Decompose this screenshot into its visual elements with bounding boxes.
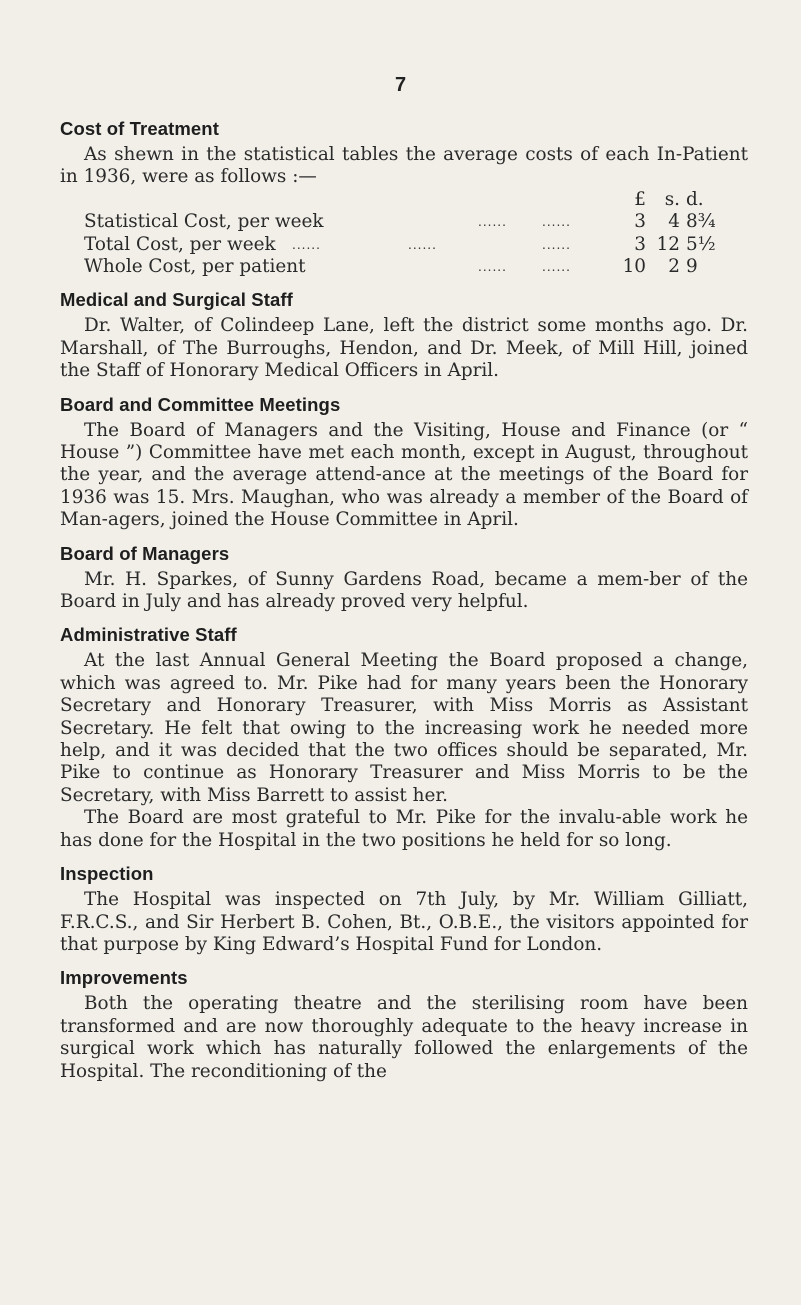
section-paragraph: Mr. H. Sparkes, of Sunny Gardens Road, became a mem-ber of the Board in July and has already proved very helpful. <box>60 568 748 613</box>
dot-leader: ...... <box>542 259 571 274</box>
section-heading: Administrative Staff <box>60 624 237 646</box>
section-board-of-managers <box>60 543 748 614</box>
section-inspection <box>60 863 748 956</box>
section-paragraph: At the last Annual General Meeting the Board proposed a change, which was agreed to. Mr. Pike had for many years been the Honorary Secretary and Honorary Treasurer, with Miss Morris as Assistant Secretary. He felt that owing to the increasing work he needed more help, and it was decided that the two offices should be separated, Mr. Pike to continue as Honorary Treasurer and Miss Morris to be the Secretary, with Miss Barrett to assist her. <box>60 650 748 806</box>
section-heading: Board of Managers <box>60 542 230 564</box>
cost-shillings: 4 <box>668 211 680 233</box>
cost-pounds: 10 <box>622 255 646 277</box>
section-paragraph: The Board are most grateful to Mr. Pike for the invalu-able work he has done for the Hospital in the two positions he held for so long. <box>60 807 748 851</box>
dot-leader: ...... <box>292 237 321 252</box>
cost-pence: 9 <box>686 255 698 277</box>
section-medical-surgical-staff <box>60 289 748 382</box>
section-paragraph: Dr. Walter, of Colindeep Lane, left the district some months ago. Dr. Marshall, of The Burroughs, Hendon, and Dr. Meek, of Mill Hill, joined the Staff of Honorary Medical Officers in April. <box>60 315 748 382</box>
dot-leader: ...... <box>408 237 437 252</box>
cost-table-row <box>60 211 748 233</box>
cost-label: Total Cost, per week <box>84 233 276 255</box>
section-improvements <box>60 967 748 1083</box>
page-number: 7 <box>394 74 407 96</box>
dot-leader: ...... <box>478 215 507 230</box>
cost-label: Statistical Cost, per week <box>84 211 324 233</box>
section-paragraph: As shewn in the statistical tables the average costs of each In-Patient in 1936, were as follows :— <box>60 144 748 188</box>
pounds-column-header: £ <box>634 188 646 210</box>
cost-pence: 5½ <box>686 233 716 255</box>
section-heading: Board and Committee Meetings <box>60 393 341 415</box>
cost-pence: 8¾ <box>686 211 716 233</box>
section-heading: Improvements <box>60 967 188 989</box>
cost-table <box>60 189 748 279</box>
shillings-column-header: s. <box>664 188 680 210</box>
section-heading: Medical and Surgical Staff <box>60 289 293 311</box>
cost-pounds: 3 <box>634 211 646 233</box>
section-paragraph: The Board of Managers and the Visiting, House and Finance (or “ House ”) Committee have met each month, except in August, throughout the year, and the average attend-ance at the meetings of the Board for 1936 was 15. Mrs. Maughan, who was already a member of the Board of Man-agers, joined the House Committee in April. <box>60 419 748 531</box>
section-board-committee-meetings <box>60 394 748 532</box>
document-body <box>60 118 748 1094</box>
dot-leader: ...... <box>542 237 571 252</box>
cost-shillings: 2 <box>668 255 680 277</box>
cost-table-row <box>60 234 748 256</box>
section-heading: Cost of Treatment <box>60 118 219 139</box>
section-paragraph: Both the operating theatre and the sterilising room have been transformed and are now thoroughly adequate to the heavy increase in surgical work which has naturally followed the enlargements of the Hospital. The reconditioning of the <box>60 993 748 1082</box>
cost-table-header <box>60 189 748 211</box>
section-heading: Inspection <box>60 863 154 885</box>
cost-shillings: 12 <box>656 233 680 255</box>
section-administrative-staff <box>60 624 748 852</box>
dot-leader: ...... <box>478 259 507 274</box>
dot-leader: ...... <box>542 215 571 230</box>
cost-table-row <box>60 256 748 278</box>
cost-pounds: 3 <box>634 233 646 255</box>
cost-label: Whole Cost, per patient <box>84 255 306 277</box>
section-paragraph: The Hospital was inspected on 7th July, by Mr. William Gilliatt, F.R.C.S., and Sir Herbert B. Cohen, Bt., O.B.E., the visitors appointed for that purpose by King Edward’s Hospital Fund for London. <box>60 889 748 955</box>
pence-column-header: d. <box>686 188 704 210</box>
section-cost-of-treatment <box>60 118 748 278</box>
